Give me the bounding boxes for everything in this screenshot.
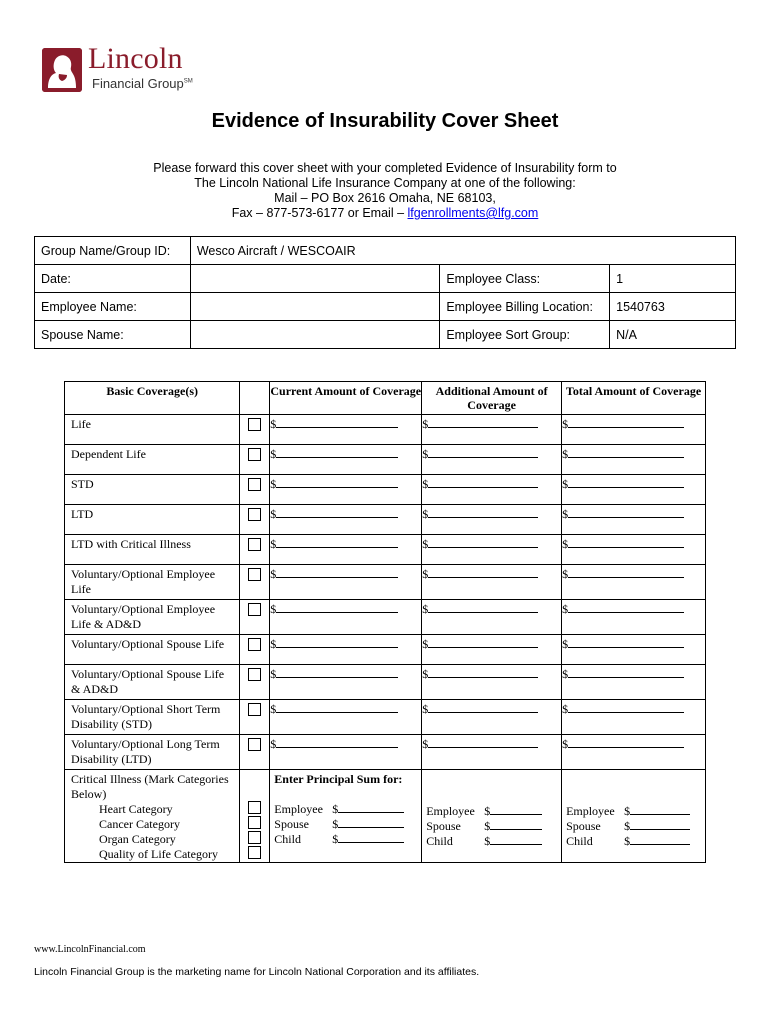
- dollar-sign: $: [270, 447, 277, 461]
- dollar-sign: $: [624, 819, 631, 833]
- amount-blank-line[interactable]: [276, 700, 398, 713]
- dollar-sign: $: [270, 667, 277, 681]
- amount-blank-line[interactable]: [568, 535, 684, 548]
- person-label: Employee: [274, 802, 323, 816]
- coverage-checkbox[interactable]: [248, 538, 261, 551]
- dollar-sign: $: [422, 602, 429, 616]
- total-principal-0[interactable]: [566, 802, 701, 817]
- date-label: Date:: [35, 265, 191, 293]
- coverage-checkbox-cell[interactable]: [240, 700, 270, 735]
- coverage-checkbox-cell[interactable]: [240, 635, 270, 665]
- dollar-sign: $: [422, 417, 429, 431]
- total-amount-field[interactable]: [562, 505, 706, 535]
- critical-category-label: Cancer Category: [99, 817, 180, 831]
- dollar-sign: $: [422, 507, 429, 521]
- amount-blank-line[interactable]: [276, 735, 398, 748]
- principal-blank-line[interactable]: [490, 817, 542, 830]
- coverage-checkbox-cell[interactable]: [240, 415, 270, 445]
- person-label: Employee: [566, 804, 615, 818]
- current-amount-field[interactable]: [270, 635, 422, 665]
- critical-category-checkbox-row: [240, 800, 269, 815]
- current-amount-field[interactable]: [270, 735, 422, 770]
- instructions: [0, 161, 770, 221]
- dollar-sign: $: [422, 737, 429, 751]
- amount-blank-line[interactable]: [428, 635, 538, 648]
- sort-group-value[interactable]: N/A: [610, 321, 736, 349]
- coverage-checkbox[interactable]: [248, 418, 261, 431]
- principal-blank-line[interactable]: [490, 802, 542, 815]
- coverage-body: [65, 415, 706, 863]
- total-amount-field[interactable]: [562, 700, 706, 735]
- coverage-row: [65, 735, 706, 770]
- additional-amount-field[interactable]: [422, 445, 562, 475]
- coverage-label: Dependent Life: [65, 445, 240, 475]
- dollar-sign: $: [562, 567, 569, 581]
- critical-illness-cell: [65, 770, 240, 863]
- dollar-sign: $: [422, 667, 429, 681]
- current-amount-field[interactable]: [270, 565, 422, 600]
- additional-amount-field[interactable]: [422, 475, 562, 505]
- person-label: Child: [274, 832, 301, 846]
- coverage-row: [65, 475, 706, 505]
- logo-subtitle-text: Financial Group: [92, 76, 184, 91]
- amount-blank-line[interactable]: [428, 535, 538, 548]
- email-link[interactable]: lfgenrollments@lfg.com: [407, 206, 539, 220]
- coverage-row: [65, 445, 706, 475]
- dollar-sign: $: [270, 537, 277, 551]
- dollar-sign: $: [562, 477, 569, 491]
- current-amount-field[interactable]: [270, 665, 422, 700]
- principal-blank-line[interactable]: [630, 802, 690, 815]
- coverage-row: [65, 535, 706, 565]
- dollar-sign: $: [562, 507, 569, 521]
- dollar-sign: $: [562, 667, 569, 681]
- coverage-row: [65, 600, 706, 635]
- current-amount-field[interactable]: [270, 600, 422, 635]
- coverage-label: Voluntary/Optional Long Term Disability (LTD): [65, 735, 240, 770]
- dollar-sign: $: [484, 834, 491, 848]
- critical-category-checkbox-row: [240, 830, 269, 845]
- principal-blank-line[interactable]: [338, 800, 404, 813]
- instruction-line-1: Please forward this cover sheet with your completed Evidence of Insurability form to: [153, 161, 617, 175]
- amount-blank-line[interactable]: [428, 415, 538, 428]
- instruction-line-4-text: Fax – 877-573-6177 or Email –: [231, 206, 408, 220]
- total-amount-field[interactable]: [562, 635, 706, 665]
- current-amount-field[interactable]: [270, 700, 422, 735]
- coverage-label: STD: [65, 475, 240, 505]
- spouse-name-field[interactable]: [190, 321, 440, 349]
- dollar-sign: $: [562, 602, 569, 616]
- critical-category-checkbox[interactable]: [248, 801, 261, 814]
- total-amount-field[interactable]: [562, 735, 706, 770]
- critical-checkbox-cell: [240, 770, 270, 863]
- coverage-checkbox[interactable]: [248, 603, 261, 616]
- current-amount-field[interactable]: [270, 535, 422, 565]
- current-principal-1[interactable]: [274, 815, 417, 830]
- current-principal-2[interactable]: [274, 830, 417, 845]
- critical-category-checkbox-row: [240, 815, 269, 830]
- header-total-amount: Total Amount of Coverage: [562, 382, 706, 415]
- principal-blank-line[interactable]: [490, 832, 542, 845]
- current-principal-cell: [270, 770, 422, 863]
- dollar-sign: $: [562, 447, 569, 461]
- total-amount-field[interactable]: [562, 535, 706, 565]
- dollar-sign: $: [422, 537, 429, 551]
- person-label: Child: [566, 834, 593, 848]
- dollar-sign: $: [562, 537, 569, 551]
- coverage-row: [65, 565, 706, 600]
- group-value[interactable]: Wesco Aircraft / WESCOAIR: [190, 237, 735, 265]
- spouse-name-label: Spouse Name:: [35, 321, 191, 349]
- coverage-checkbox-cell[interactable]: [240, 665, 270, 700]
- total-amount-field[interactable]: [562, 415, 706, 445]
- employee-class-value[interactable]: 1: [610, 265, 736, 293]
- coverage-checkbox[interactable]: [248, 638, 261, 651]
- additional-principal-2[interactable]: [426, 832, 557, 847]
- dollar-sign: $: [332, 802, 339, 816]
- additional-amount-field[interactable]: [422, 600, 562, 635]
- additional-principal-cell: [422, 770, 562, 863]
- amount-blank-line[interactable]: [428, 735, 538, 748]
- person-label: Spouse: [274, 817, 309, 831]
- current-amount-field[interactable]: [270, 505, 422, 535]
- person-label: Employee: [426, 804, 475, 818]
- amount-blank-line[interactable]: [276, 505, 398, 518]
- coverage-checkbox[interactable]: [248, 508, 261, 521]
- dollar-sign: $: [422, 637, 429, 651]
- current-principal-0[interactable]: [274, 800, 417, 815]
- coverage-checkbox[interactable]: [248, 448, 261, 461]
- amount-blank-line[interactable]: [276, 635, 398, 648]
- dollar-sign: $: [484, 819, 491, 833]
- additional-amount-field[interactable]: [422, 635, 562, 665]
- additional-amount-field[interactable]: [422, 415, 562, 445]
- coverage-label: Life: [65, 415, 240, 445]
- footer-url: www.LincolnFinancial.com: [34, 944, 146, 955]
- amount-blank-line[interactable]: [276, 445, 398, 458]
- person-label: Spouse: [566, 819, 601, 833]
- principal-blank-line[interactable]: [630, 817, 690, 830]
- critical-category-label: Quality of Life Category: [99, 847, 218, 861]
- date-field[interactable]: [190, 265, 440, 293]
- dollar-sign: $: [562, 737, 569, 751]
- person-label: Spouse: [426, 819, 461, 833]
- additional-amount-field[interactable]: [422, 565, 562, 600]
- dollar-sign: $: [484, 804, 491, 818]
- amount-blank-line[interactable]: [568, 600, 684, 613]
- coverage-checkbox-cell[interactable]: [240, 445, 270, 475]
- coverage-label: Voluntary/Optional Employee Life: [65, 565, 240, 600]
- additional-amount-field[interactable]: [422, 735, 562, 770]
- logo-name: Lincoln: [88, 42, 183, 75]
- amount-blank-line[interactable]: [276, 600, 398, 613]
- coverage-checkbox-cell[interactable]: [240, 565, 270, 600]
- principal-blank-line[interactable]: [630, 832, 690, 845]
- amount-blank-line[interactable]: [276, 665, 398, 678]
- total-principal-cell: [562, 770, 706, 863]
- critical-category-checkbox[interactable]: [248, 846, 261, 859]
- critical-illness-row: [65, 770, 706, 863]
- employee-name-field[interactable]: [190, 293, 440, 321]
- total-amount-field[interactable]: [562, 600, 706, 635]
- coverage-checkbox-cell[interactable]: [240, 735, 270, 770]
- amount-blank-line[interactable]: [428, 505, 538, 518]
- dollar-sign: $: [332, 832, 339, 846]
- amount-blank-line[interactable]: [428, 475, 538, 488]
- amount-blank-line[interactable]: [568, 565, 684, 578]
- principal-sum-label: Enter Principal Sum for:: [274, 772, 403, 786]
- amount-blank-line[interactable]: [568, 445, 684, 458]
- coverage-row: [65, 665, 706, 700]
- critical-illness-label: Critical Illness (Mark Categories Below): [71, 772, 229, 801]
- dollar-sign: $: [332, 817, 339, 831]
- total-amount-field[interactable]: [562, 565, 706, 600]
- critical-category-list: [71, 802, 233, 862]
- amount-blank-line[interactable]: [568, 505, 684, 518]
- lincoln-logo: [42, 44, 212, 98]
- dollar-sign: $: [270, 602, 277, 616]
- coverage-checkbox-cell[interactable]: [240, 600, 270, 635]
- amount-blank-line[interactable]: [276, 475, 398, 488]
- total-principal-1[interactable]: [566, 817, 701, 832]
- dollar-sign: $: [562, 417, 569, 431]
- critical-category-checkbox[interactable]: [248, 831, 261, 844]
- coverage-row: [65, 505, 706, 535]
- principal-blank-line[interactable]: [338, 815, 404, 828]
- amount-blank-line[interactable]: [428, 665, 538, 678]
- critical-category-label: Heart Category: [99, 802, 173, 816]
- sort-group-label: Employee Sort Group:: [440, 321, 610, 349]
- critical-category-checkbox-row: [240, 845, 269, 860]
- amount-blank-line[interactable]: [568, 635, 684, 648]
- coverage-label: Voluntary/Optional Employee Life & AD&D: [65, 600, 240, 635]
- coverage-checkbox-cell[interactable]: [240, 535, 270, 565]
- instruction-line-2: The Lincoln National Life Insurance Company at one of the following:: [194, 176, 576, 190]
- coverage-checkbox[interactable]: [248, 478, 261, 491]
- additional-amount-field[interactable]: [422, 700, 562, 735]
- coverage-checkbox[interactable]: [248, 568, 261, 581]
- footer-note: Lincoln Financial Group is the marketing name for Lincoln National Corporation and its affiliates.: [34, 966, 480, 978]
- additional-amount-field[interactable]: [422, 505, 562, 535]
- person-label: Child: [426, 834, 453, 848]
- instruction-line-3: Mail – PO Box 2616 Omaha, NE 68103,: [274, 191, 496, 205]
- dollar-sign: $: [624, 834, 631, 848]
- amount-blank-line[interactable]: [276, 565, 398, 578]
- total-amount-field[interactable]: [562, 475, 706, 505]
- additional-principal-0[interactable]: [426, 802, 557, 817]
- amount-blank-line[interactable]: [568, 700, 684, 713]
- current-amount-field[interactable]: [270, 415, 422, 445]
- page-title: Evidence of Insurability Cover Sheet: [211, 110, 559, 132]
- amount-blank-line[interactable]: [428, 445, 538, 458]
- dollar-sign: $: [562, 702, 569, 716]
- critical-category-label: Organ Category: [99, 832, 176, 846]
- total-principal-2[interactable]: [566, 832, 701, 847]
- coverage-label: Voluntary/Optional Spouse Life: [65, 635, 240, 665]
- coverage-row: [65, 700, 706, 735]
- dollar-sign: $: [270, 477, 277, 491]
- amount-blank-line[interactable]: [276, 415, 398, 428]
- additional-amount-field[interactable]: [422, 535, 562, 565]
- amount-blank-line[interactable]: [568, 415, 684, 428]
- coverage-checkbox[interactable]: [248, 738, 261, 751]
- dollar-sign: $: [422, 447, 429, 461]
- dollar-sign: $: [270, 567, 277, 581]
- additional-amount-field[interactable]: [422, 665, 562, 700]
- dollar-sign: $: [270, 702, 277, 716]
- dollar-sign: $: [624, 804, 631, 818]
- amount-blank-line[interactable]: [568, 475, 684, 488]
- coverage-checkbox-cell[interactable]: [240, 505, 270, 535]
- dollar-sign: $: [270, 417, 277, 431]
- logo-sm-mark: SM: [183, 78, 193, 85]
- coverage-table: [64, 381, 706, 863]
- coverage-label: Voluntary/Optional Spouse Life & AD&D: [65, 665, 240, 700]
- critical-category-checkbox[interactable]: [248, 816, 261, 829]
- total-amount-field[interactable]: [562, 445, 706, 475]
- coverage-checkbox[interactable]: [248, 668, 261, 681]
- coverage-checkbox[interactable]: [248, 703, 261, 716]
- header-basic-coverage: Basic Coverage(s): [65, 382, 240, 415]
- coverage-row: [65, 415, 706, 445]
- principal-blank-line[interactable]: [338, 830, 404, 843]
- instruction-line-4: [0, 206, 770, 221]
- dollar-sign: $: [270, 737, 277, 751]
- amount-blank-line[interactable]: [428, 600, 538, 613]
- coverage-row: [65, 635, 706, 665]
- coverage-label: LTD: [65, 505, 240, 535]
- dollar-sign: $: [422, 477, 429, 491]
- amount-blank-line[interactable]: [568, 665, 684, 678]
- coverage-checkbox-cell[interactable]: [240, 475, 270, 505]
- dollar-sign: $: [422, 567, 429, 581]
- group-label: Group Name/Group ID:: [35, 237, 191, 265]
- dollar-sign: $: [422, 702, 429, 716]
- header-checkbox: [240, 382, 270, 415]
- amount-blank-line[interactable]: [428, 700, 538, 713]
- current-amount-field[interactable]: [270, 475, 422, 505]
- total-amount-field[interactable]: [562, 665, 706, 700]
- amount-blank-line[interactable]: [428, 565, 538, 578]
- coverage-label: LTD with Critical Illness: [65, 535, 240, 565]
- logo-subtitle: [92, 76, 193, 91]
- employee-class-label: Employee Class:: [440, 265, 610, 293]
- employee-name-label: Employee Name:: [35, 293, 191, 321]
- amount-blank-line[interactable]: [568, 735, 684, 748]
- billing-location-value[interactable]: 1540763: [610, 293, 736, 321]
- dollar-sign: $: [562, 637, 569, 651]
- additional-principal-1[interactable]: [426, 817, 557, 832]
- spacer: [240, 770, 269, 800]
- dollar-sign: $: [270, 637, 277, 651]
- amount-blank-line[interactable]: [276, 535, 398, 548]
- coverage-label: Voluntary/Optional Short Term Disability (STD): [65, 700, 240, 735]
- header-additional-amount: Additional Amount of Coverage: [422, 382, 562, 415]
- dollar-sign: $: [270, 507, 277, 521]
- lincoln-silhouette-icon: [42, 48, 82, 92]
- billing-location-label: Employee Billing Location:: [440, 293, 610, 321]
- employee-info-table: [34, 236, 736, 349]
- header-current-amount: Current Amount of Coverage: [270, 382, 422, 415]
- current-amount-field[interactable]: [270, 445, 422, 475]
